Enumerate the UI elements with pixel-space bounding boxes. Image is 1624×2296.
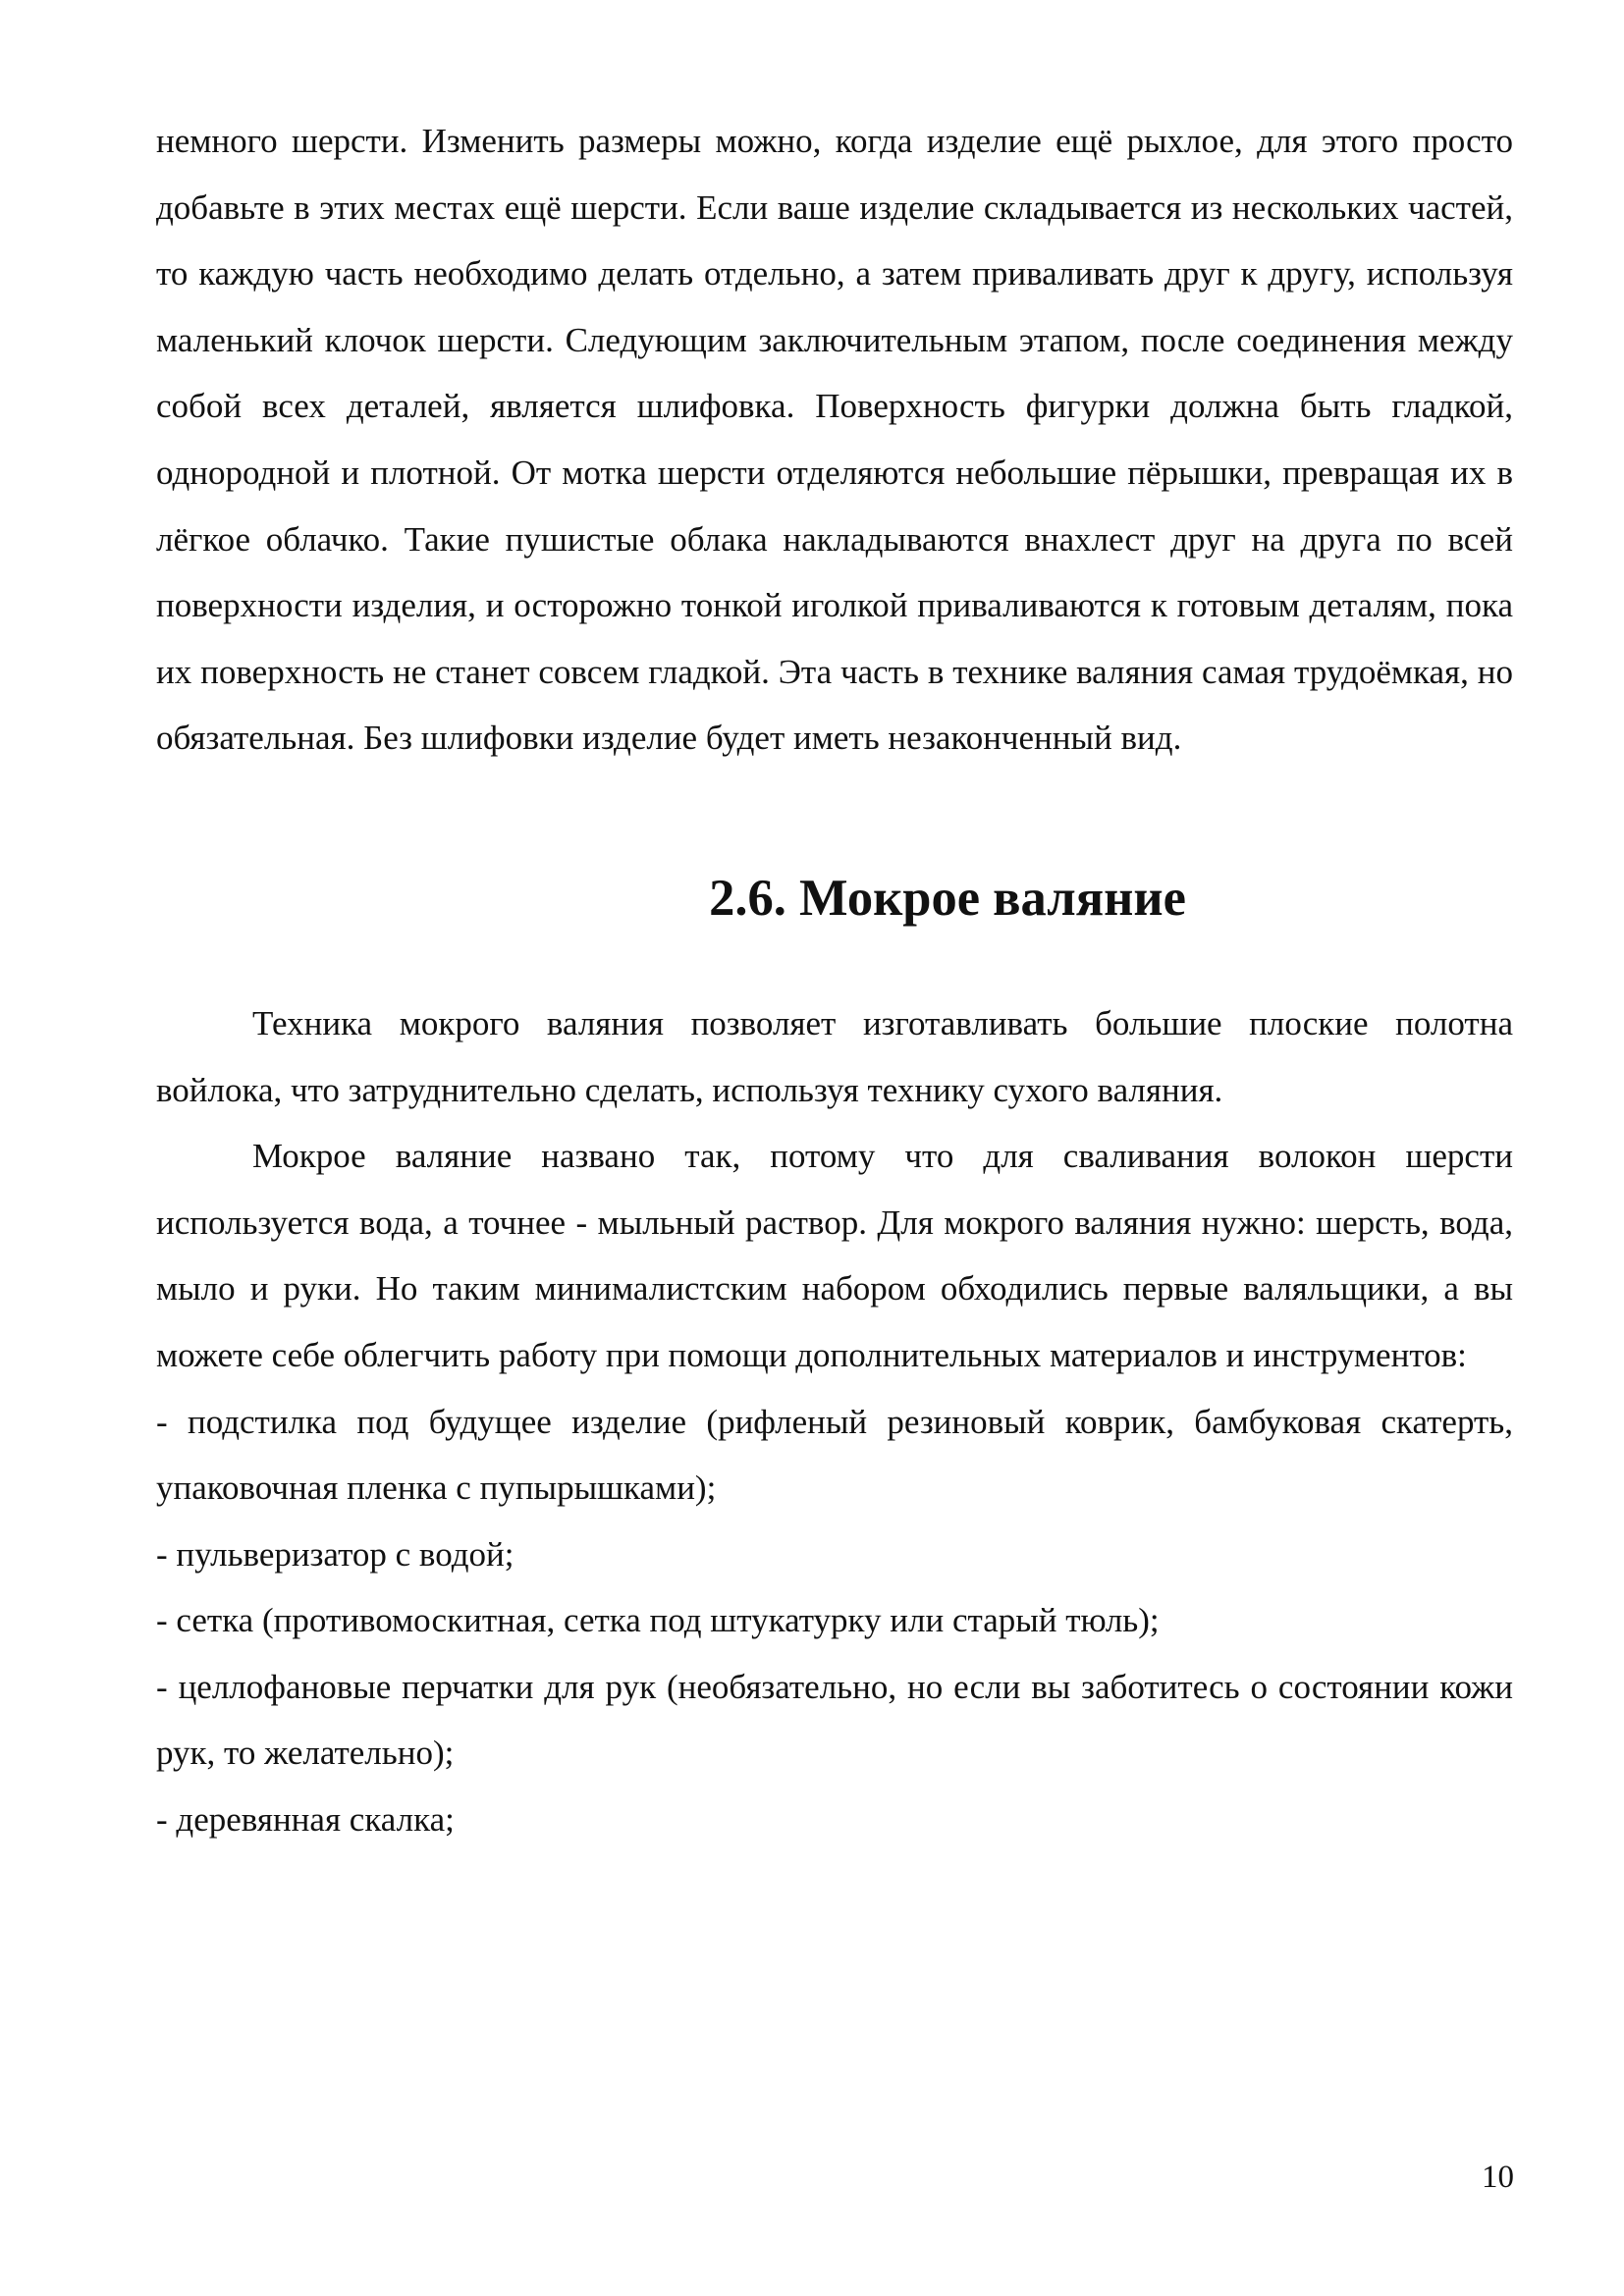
page-body (156, 108, 1513, 1853)
list-item: - сетка (противомоскитная, сетка под штукатурку или старый тюль); (156, 1601, 1160, 1640)
paragraph-continued: немного шерсти. Изменить размеры можно, когда изделие ещё рыхлое, для этого просто добавьте в этих местах ещё шерсти. Если ваше изделие складывается из нескольких частей, то каждую часть необходимо делать отдельно, а затем приваливать друг к другу, используя маленький клочок шерсти. Следующим заключительным этапом, после соединения между собой всех деталей, является шлифовка. Поверхность фигурки должна быть гладкой, однородной и плотной. От мотка шерсти отделяются небольшие пёрышки, превращая их в лёгкое облачко. Такие пушистые облака накладываются внахлест друг на друга по всей поверхности изделия, и осторожно тонкой иголкой приваливаются к готовым деталям, пока их поверхность не станет совсем гладкой. Эта часть в технике валяния самая трудоёмкая, но обязательная. Без шлифовки изделие будет иметь незаконченный вид. (156, 122, 1513, 758)
list-item: - деревянная скалка; (156, 1800, 455, 1840)
list-item: - подстилка под будущее изделие (рифленый резиновый коврик, бамбуковая скатерть, упаковочная пленка с пупырышками); (156, 1402, 1513, 1508)
page-number: 10 (1482, 2160, 1514, 2195)
paragraph-intro: Техника мокрого валяния позволяет изготавливать большие плоские полотна войлока, что затруднительно сделать, используя технику сухого валяния. (156, 1003, 1513, 1109)
list-item: - пульверизатор с водой; (156, 1534, 514, 1574)
paragraph-wet-felting: Мокрое валяние названо так, потому что для сваливания волокон шерсти используется вода, а точнее - мыльный раствор. Для мокрого валяния нужно: шерсть, вода, мыло и руки. Но таким минималистским набором обходились первые валяльщики, а вы можете себе облегчить работу при помощи дополнительных материалов и инструментов: (156, 1137, 1513, 1374)
section-heading: 2.6. Мокрое валяние (709, 869, 1186, 927)
list-item: - целлофановые перчатки для рук (необязательно, но если вы заботитесь о состоянии кожи рук, то желательно); (156, 1667, 1513, 1773)
